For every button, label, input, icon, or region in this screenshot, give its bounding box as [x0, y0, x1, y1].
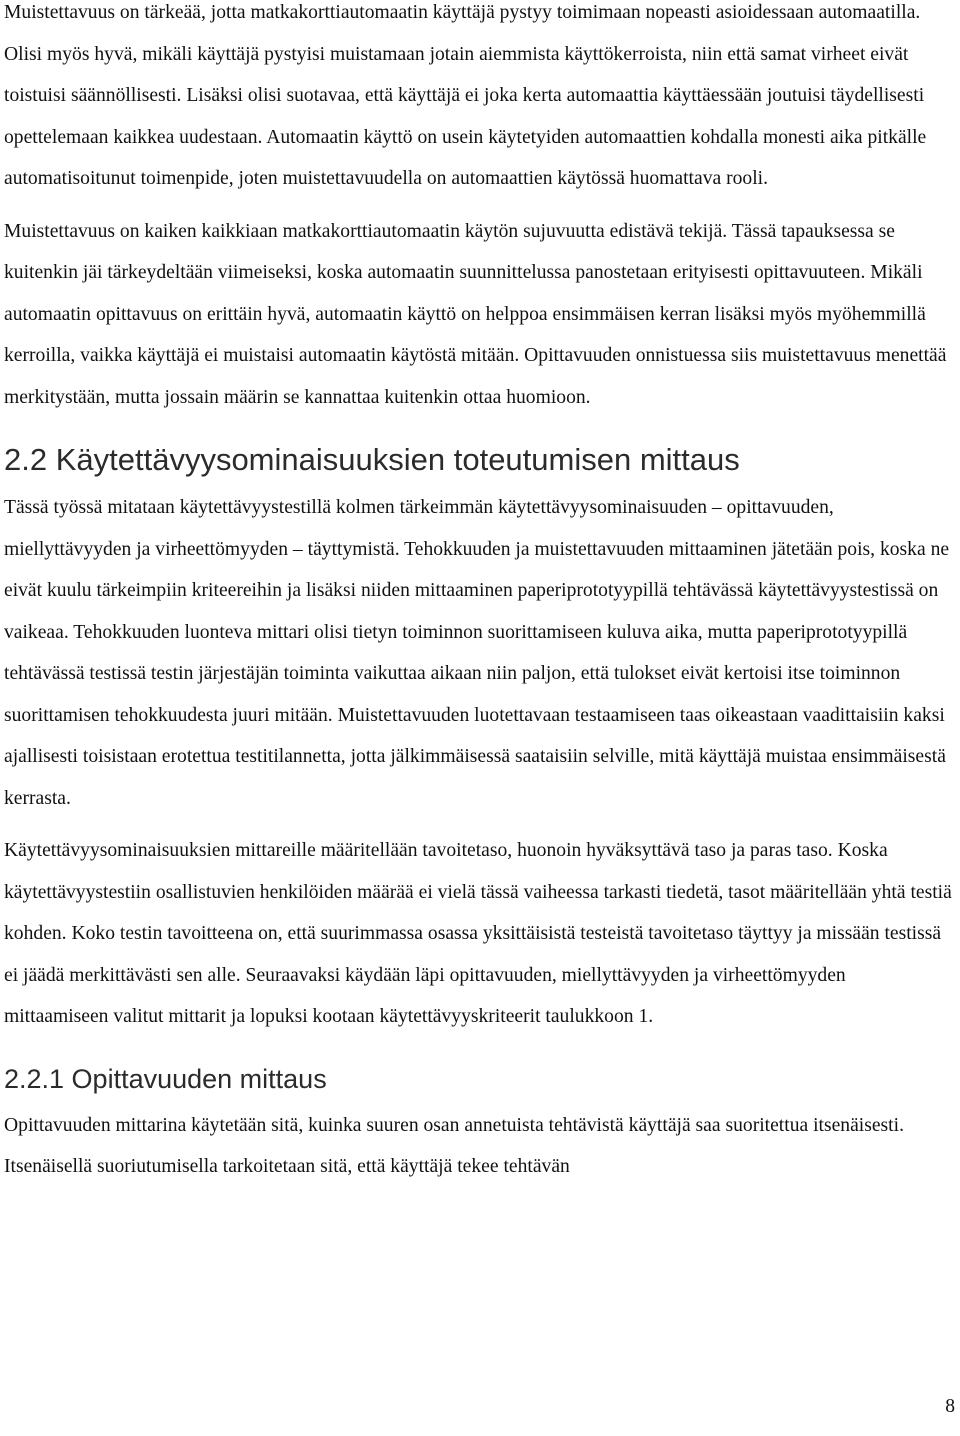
subsection-heading: 2.2.1 Opittavuuden mittaus — [4, 1063, 327, 1094]
body-paragraph: Muistettavuus on kaiken kaikkiaan matkakorttiautomaatin käytön sujuvuutta edistävä tekijä. Tässä tapauksessa se kuitenkin jäi tärkeydeltään viimeiseksi, koska automaatin suunnittelussa panostetaan erityisesti opittavuuteen. Mikäli automaatin opittavuus on erittäin hyvä, automaatin käyttö on helppoa ensimmäisen kerran lisäksi myös myöhemmillä kerroilla, vaikka käyttäjä ei muistaisi automaatin käytöstä mitään. Opittavuuden onnistuessa siis muistettavuus menettää merkitystään, mutta jossain määrin se kannattaa kuitenkin ottaa huomioon. — [4, 220, 947, 408]
body-paragraph: Muistettavuus on tärkeää, jotta matkakorttiautomaatin käyttäjä pystyy toimimaan nopeasti asioidessaan automaatilla. Olisi myös hyvä, mikäli käyttäjä pystyisi muistamaan jotain aiemmista käyttökerroista, niin että samat virheet eivät toistuisi säännöllisesti. Lisäksi olisi suotavaa, että käyttäjä ei joka kerta automaattia käyttäessään joutuisi täydellisesti opettelemaan kaikkea uudestaan. Automaatin käyttö on usein käytetyiden automaattien kohdalla monesti aika pitkälle automatisoitunut toimenpide, joten muistettavuudella on automaattien käytössä huomattava rooli. — [4, 2, 927, 189]
page-number: 8 — [945, 1396, 955, 1417]
document-page — [4, 0, 954, 1188]
body-paragraph: Tässä työssä mitataan käytettävyystestillä kolmen tärkeimmän käytettävyysominaisuuden – opittavuuden, miellyttävyyden ja virheettömyyden – täyttymistä. Tehokkuuden ja muistettavuuden mittaaminen jätetään pois, koska ne eivät kuulu tärkeimpiin kriteereihin ja lisäksi niiden mittaaminen paperiprototyypillä tehtävässä käytettävyystestissä on vaikeaa. Tehokkuuden luonteva mittari olisi tietyn toiminnon suorittamiseen kuluva aika, mutta paperiprototyypillä tehtävässä testissä testin järjestäjän toiminta vaikuttaa aikaan niin paljon, että tulokset eivät kertoisi itse toiminnon suorittamisen tehokkuudesta juuri mitään. Muistettavuuden luotettavaan testaamiseen taas oikeastaan vaadittaisiin kaksi ajallisesti toisistaan erotettua testitilannetta, jotta jälkimmäisessä saataisiin selville, mitä käyttäjä muistaa ensimmäisestä kerrasta. — [4, 497, 950, 809]
body-paragraph: Käytettävyysominaisuuksien mittareille määritellään tavoitetaso, huonoin hyväksyttävä taso ja paras taso. Koska käytettävyystestiin osallistuvien henkilöiden määrää ei vielä tässä vaiheessa tarkasti tiedetä, tasot määritellään yhtä testiä kohden. Koko testin tavoitteena on, että suurimmassa osassa yksittäisistä testeistä tavoitetaso täyttyy ja missään testissä ei jäädä merkittävästi sen alle. Seuraavaksi käydään läpi opittavuuden, miellyttävyyden ja virheettömyyden mittaamiseen valitut mittarit ja lopuksi kootaan käytettävyyskriteerit taulukkoon 1. — [4, 840, 952, 1027]
section-heading: 2.2 Käytettävyysominaisuuksien toteutumisen mittaus — [4, 442, 740, 477]
body-paragraph: Opittavuuden mittarina käytetään sitä, kuinka suuren osan annetuista tehtävistä käyttäjä saa suoritettua itsenäisesti. Itsenäisellä suoriutumisella tarkoitetaan sitä, että käyttäjä tekee tehtävän — [4, 1114, 904, 1177]
